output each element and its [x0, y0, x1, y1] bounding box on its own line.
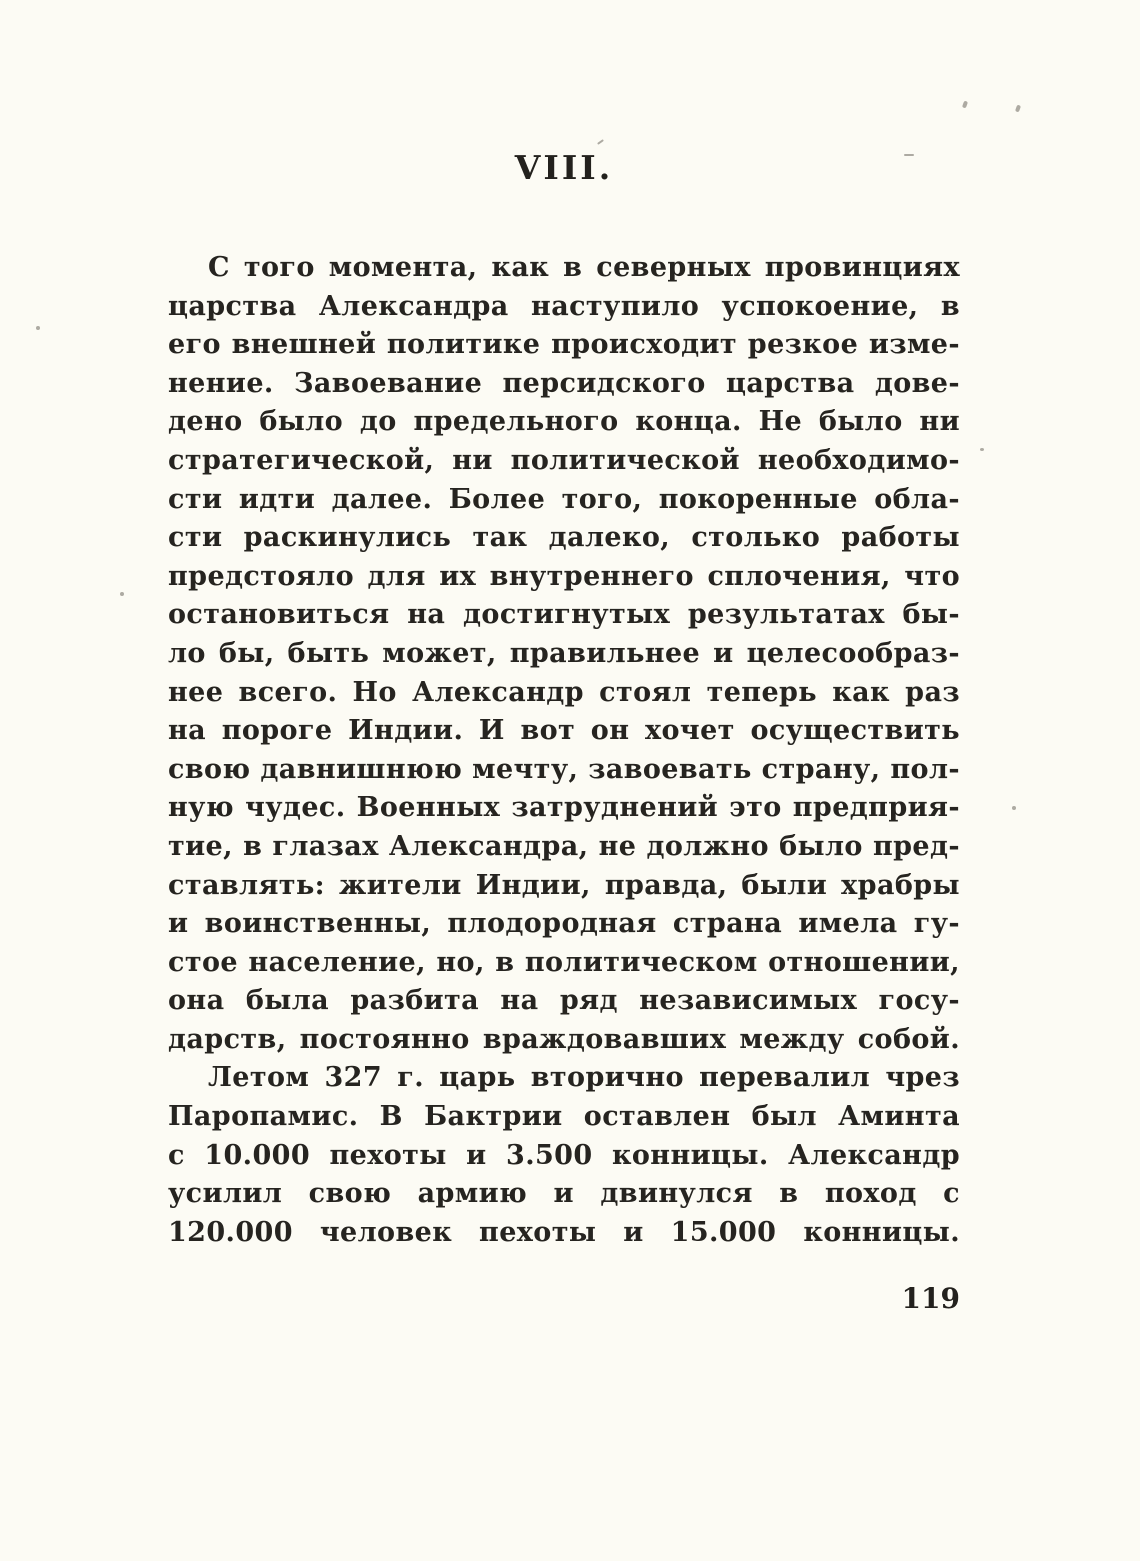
- paragraph: [168, 1059, 960, 1252]
- scan-speck: [980, 448, 984, 451]
- scan-speck: [1012, 806, 1016, 810]
- text-line: дено было до предельного конца. Не было ни: [168, 406, 960, 438]
- text-line: ставлять: жители Индии, правда, были храбры: [168, 869, 960, 901]
- text-line: стое население, но, в политическом отношении,: [168, 946, 960, 978]
- text-line: она была разбита на ряд независимых госу-: [168, 985, 960, 1017]
- text-line: С того момента, как в северных провинциях: [208, 252, 960, 283]
- text-block: [168, 148, 960, 1315]
- text-line: Паропамис. В Бактрии оставлен был Аминта: [168, 1101, 960, 1133]
- paragraphs-container: [168, 249, 960, 1252]
- text-line: дарств, постоянно враждовавших между собой.: [168, 1023, 960, 1055]
- text-line: усилил свою армию и двинулся в поход с: [168, 1178, 960, 1210]
- text-line: его внешней политике происходит резкое изме-: [168, 329, 960, 361]
- page-number: 119: [901, 1282, 960, 1316]
- text-line: и воинственны, плодородная страна имела гу-: [168, 908, 960, 940]
- scan-speck: [1015, 105, 1021, 113]
- text-line: сти идти далее. Более того, покоренные обла-: [168, 483, 960, 515]
- text-line: ную чудес. Военных затруднений это предприя-: [168, 792, 960, 824]
- text-line: 120.000 человек пехоты и 15.000 конницы.: [168, 1216, 960, 1248]
- text-line: предстояло для их внутреннего сплочения, что: [168, 560, 960, 592]
- scan-speck: [120, 592, 124, 596]
- text-line: Летом 327 г. царь вторично перевалил чрез: [208, 1062, 960, 1094]
- text-line: стратегической, ни политической необходимо-: [168, 444, 960, 476]
- chapter-heading: VIII.: [514, 148, 614, 187]
- text-line: на пороге Индии. И вот он хочет осуществить: [168, 715, 960, 747]
- text-line: ло бы, быть может, правильнее и целесообраз-: [168, 637, 960, 669]
- text-line: нее всего. Но Александр стоял теперь как раз: [168, 676, 960, 708]
- text-line: тие, в глазах Александра, не должно было пред-: [168, 830, 960, 862]
- text-line: сти раскинулись так далеко, столько работы: [168, 522, 960, 554]
- text-line: с 10.000 пехоты и 3.500 конницы. Александр: [168, 1139, 960, 1171]
- paragraph: [168, 249, 960, 1059]
- text-line: царства Александра наступило успокоение, в: [168, 290, 960, 322]
- scan-speck: [36, 326, 40, 330]
- text-line: остановиться на достигнутых результатах бы-: [168, 599, 960, 631]
- text-line: свою давнишнюю мечту, завоевать страну, пол-: [168, 753, 960, 785]
- text-line: нение. Завоевание персидского царства дове-: [168, 367, 960, 399]
- scan-speck: [597, 139, 604, 145]
- scan-speck: [962, 101, 968, 109]
